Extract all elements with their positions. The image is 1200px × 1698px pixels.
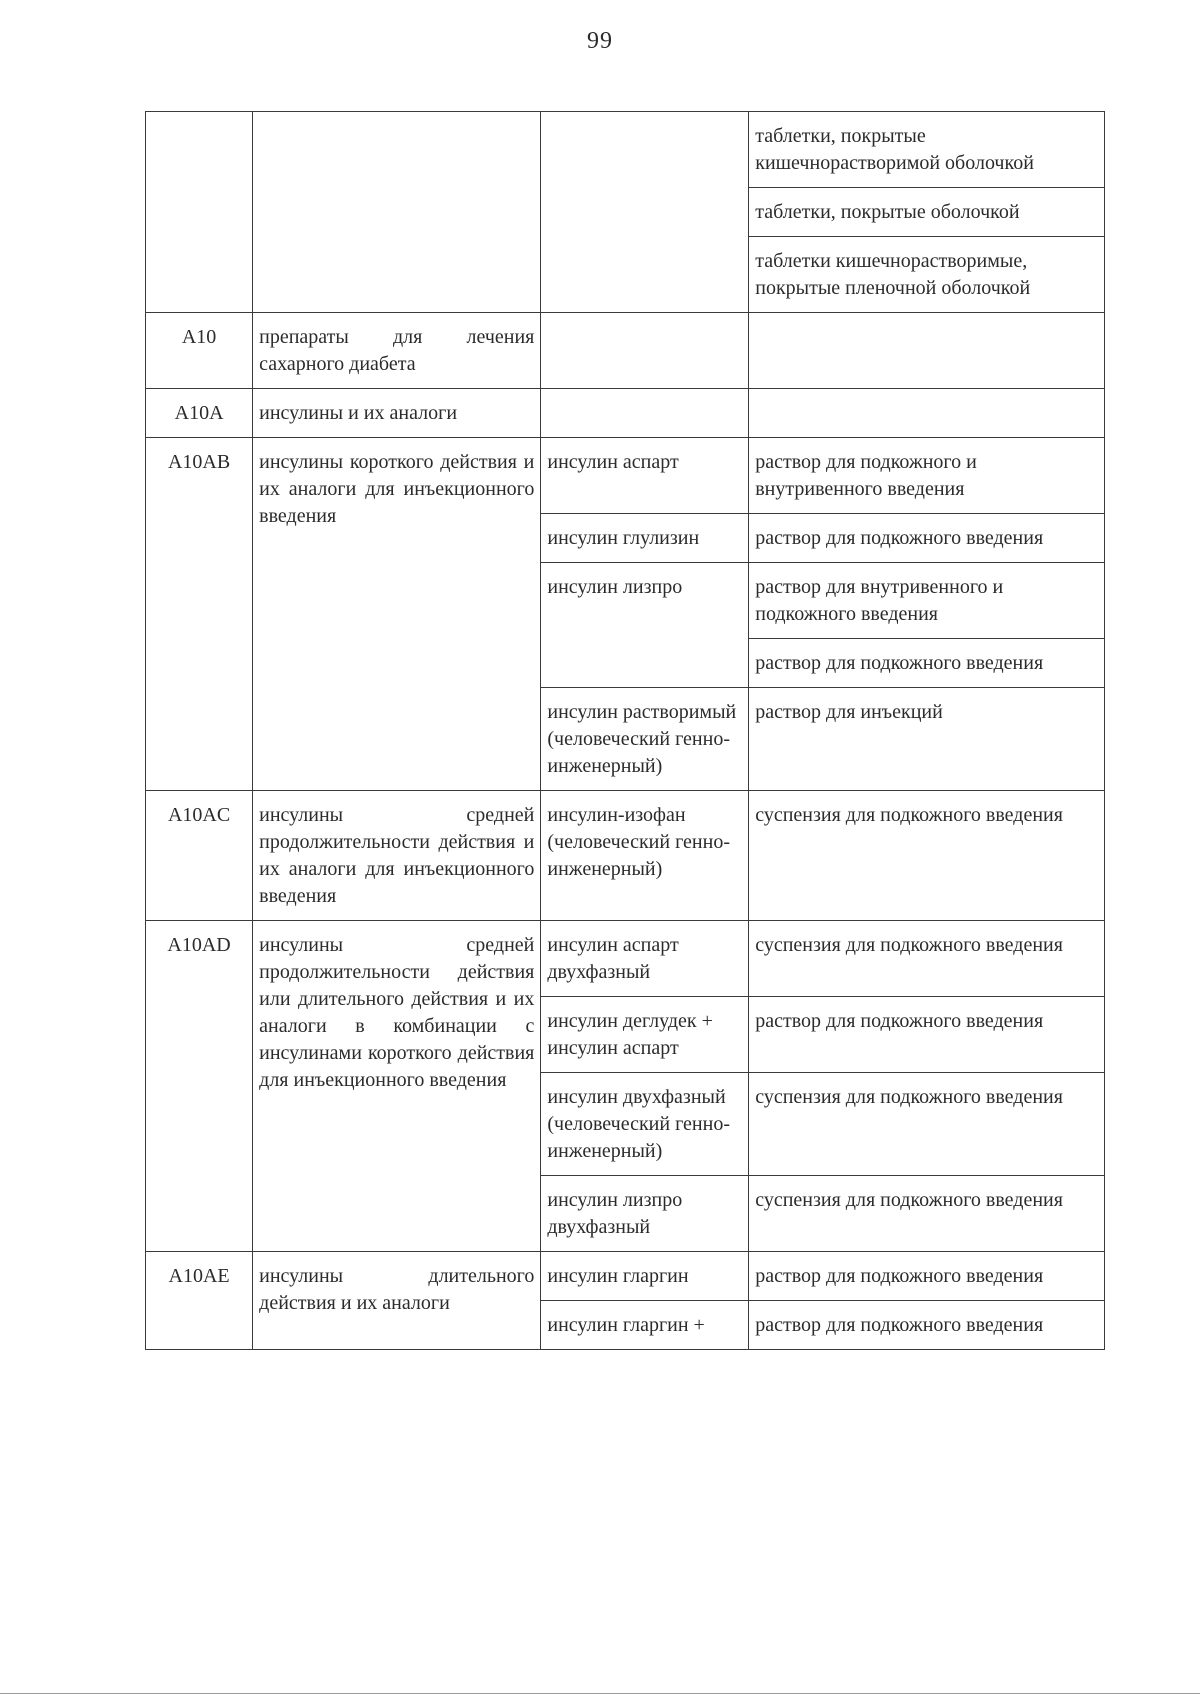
- table-row: [146, 921, 1105, 997]
- atc-code-cell: [146, 112, 253, 313]
- group-name-cell: инсулины средней продолжительности действия и их аналоги для инъекционного введения: [253, 791, 541, 921]
- dosage-form-cell: суспензия для подкожного введения: [749, 791, 1105, 921]
- dosage-form-cell: суспензия для подкожного введения: [749, 921, 1105, 997]
- dosage-form-cell: суспензия для подкожного введения: [749, 1073, 1105, 1176]
- dosage-form-cell: [749, 313, 1105, 389]
- atc-code-cell: A10AE: [146, 1252, 253, 1350]
- dosage-form-cell: раствор для подкожного введения: [749, 1301, 1105, 1350]
- drug-classification-table: [145, 111, 1105, 1350]
- dosage-form-cell: раствор для подкожного введения: [749, 639, 1105, 688]
- table-row: [146, 791, 1105, 921]
- drug-name-cell: инсулин лизпро двухфазный: [541, 1176, 749, 1252]
- drug-name-cell: инсулин гларгин +: [541, 1301, 749, 1350]
- atc-code-cell: A10AC: [146, 791, 253, 921]
- atc-code-cell: A10AD: [146, 921, 253, 1252]
- drug-name-cell: инсулин лизпро: [541, 563, 749, 688]
- group-name-cell: инсулины короткого действия и их аналоги для инъекционного введения: [253, 438, 541, 791]
- group-name-cell: инсулины и их аналоги: [253, 389, 541, 438]
- group-name-cell: инсулины длительного действия и их аналоги: [253, 1252, 541, 1350]
- dosage-form-cell: раствор для подкожного введения: [749, 514, 1105, 563]
- atc-code-cell: A10A: [146, 389, 253, 438]
- atc-code-cell: A10AB: [146, 438, 253, 791]
- drug-name-cell: [541, 389, 749, 438]
- drug-name-cell: инсулин аспарт двухфазный: [541, 921, 749, 997]
- group-name-cell: препараты для лечения сахарного диабета: [253, 313, 541, 389]
- dosage-form-cell: таблетки, покрытые оболочкой: [749, 188, 1105, 237]
- drug-name-cell: инсулин глулизин: [541, 514, 749, 563]
- dosage-form-cell: раствор для подкожного введения: [749, 1252, 1105, 1301]
- drug-name-cell: инсулин растворимый (человеческий генно-инженерный): [541, 688, 749, 791]
- dosage-form-cell: [749, 389, 1105, 438]
- scan-edge-rule: [0, 1693, 1200, 1694]
- drug-name-cell: инсулин-изофан (человеческий генно-инженерный): [541, 791, 749, 921]
- table-row: [146, 1252, 1105, 1301]
- group-name-cell: инсулины средней продолжительности действия или длительного действия и их аналоги в комбинации с инсулинами короткого действия для инъекционного введения: [253, 921, 541, 1252]
- drug-name-cell: инсулин гларгин: [541, 1252, 749, 1301]
- dosage-form-cell: раствор для внутривенного и подкожного введения: [749, 563, 1105, 639]
- table-row: [146, 112, 1105, 188]
- drug-name-cell: [541, 112, 749, 313]
- dosage-form-cell: суспензия для подкожного введения: [749, 1176, 1105, 1252]
- dosage-form-cell: таблетки, покрытые кишечнорастворимой оболочкой: [749, 112, 1105, 188]
- atc-code-cell: A10: [146, 313, 253, 389]
- table-row: [146, 438, 1105, 514]
- drug-name-cell: инсулин аспарт: [541, 438, 749, 514]
- table-row: [146, 313, 1105, 389]
- drug-name-cell: [541, 313, 749, 389]
- dosage-form-cell: раствор для инъекций: [749, 688, 1105, 791]
- dosage-form-cell: раствор для подкожного введения: [749, 997, 1105, 1073]
- drug-name-cell: инсулин деглудек + инсулин аспарт: [541, 997, 749, 1073]
- group-name-cell: [253, 112, 541, 313]
- table-row: [146, 389, 1105, 438]
- drug-name-cell: инсулин двухфазный (человеческий генно-инженерный): [541, 1073, 749, 1176]
- dosage-form-cell: таблетки кишечнорастворимые, покрытые пленочной оболочкой: [749, 237, 1105, 313]
- page-number: 99: [587, 28, 613, 54]
- dosage-form-cell: раствор для подкожного и внутривенного введения: [749, 438, 1105, 514]
